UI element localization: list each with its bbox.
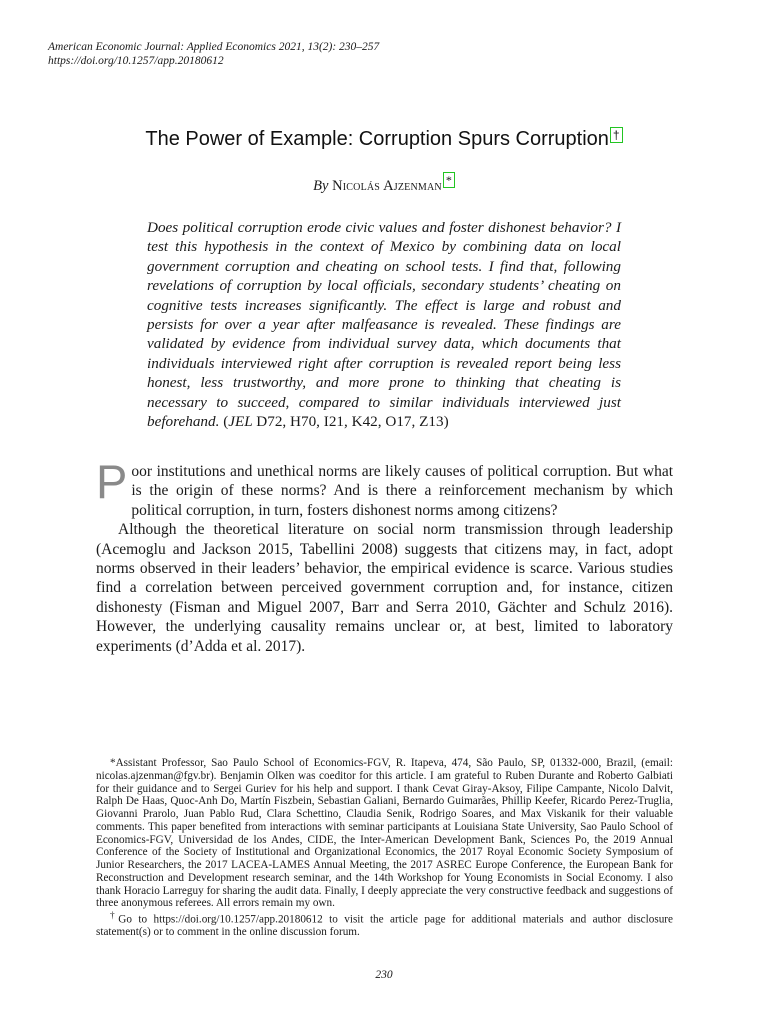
abstract-text: Does political corruption erode civic values and foster dishonest behavior? I test this hypothesis in the context of Mexico by combining data on local government corruption and cheating on school tests. I find that, following revelations of corruption by local officials, secondary students’ cheating on cognitive tests increases significantly. The effect is large and robust and persists for over a year after malfeasance is revealed. These findings are validated by evidence from individual survey data, which documents that individuals interviewed right after corruption is revealed report being less honest, less trustworthy, and more prone to thinking that cheating is necessary to succeed, compared to similar individuals interviewed just beforehand. — [147, 219, 621, 431]
author-footnote — [96, 757, 673, 910]
jel-label: JEL — [228, 413, 253, 431]
drop-cap: P — [96, 455, 128, 508]
journal-citation: American Economic Journal: Applied Economics 2021, 13(2): 230–257 — [48, 41, 380, 53]
jel-codes: D72, H70, I21, K42, O17, Z13) — [256, 413, 449, 431]
article-body — [96, 455, 673, 656]
byline-by: By — [313, 178, 329, 194]
article-title — [0, 127, 768, 151]
jel-open: ( — [223, 413, 229, 431]
title-footnote-mark: † — [110, 911, 119, 921]
journal-header — [48, 40, 379, 68]
page-number: 230 — [375, 969, 393, 981]
title-footnote — [96, 910, 673, 939]
title-footnote-link[interactable]: † — [610, 127, 623, 143]
author-footnote-mark: * — [110, 757, 116, 769]
body-paragraph-1 — [96, 455, 673, 520]
author-footnote-link[interactable]: * — [443, 172, 455, 188]
footnotes — [96, 757, 673, 939]
article-title-text: The Power of Example: Corruption Spurs Corruption — [145, 128, 609, 150]
author-name: Nicolás Ajzenman — [332, 178, 442, 194]
author-footnote-text: Assistant Professor, Sao Paulo School of Economics-FGV, R. Itapeva, 474, São Paulo, SP, 01332-000, Brazil, (email: nicolas.ajzenman@fgv.br). Benjamin Olken was coeditor for this article. I am grateful to Ruben Durante and Roberto Galbiati for their guidance and to Sergei Guriev for his help and support. I thank Cevat Giray-Aksoy, Filipe Campante, Nicolo Dalvit, Ralph De Haas, Quoc-Anh Do, Martín Fiszbein, Sebastian Galiani, Bernardo Guimarães, Phillip Keefer, Ricardo Perez-Truglia, Giovanni Prarolo, Juan Pablo Rud, Clara Schettino, Claudia Senik, Rodrigo Soares, and Max Viskanik for their valuable comments. This paper benefited from interactions with seminar participants at Louisiana State University, Sao Paulo School of Economics-FGV, Universidad de los Andes, CIDE, the Inter-American Development Bank, Sciences Po, the 2019 Annual Conference of the Society of Institutional and Organizational Economics, the 2017 Royal Economic Society Symposium of Junior Researchers, the 2017 LACEA-LAMES Annual Meeting, the 2017 ASREC Europe Conference, the European Bank for Reconstruction and Development research seminar, and the 14th Workshop for Young Economists in Social Economy. I also thank Horacio Larreguy for sharing the audit data. Finally, I deeply appreciate the very constructive feedback and suggestions of three anonymous referees. All errors remain my own. — [96, 757, 673, 910]
abstract — [147, 218, 621, 431]
body-paragraph-1-text: oor institutions and unethical norms are likely causes of political corruption. But what is the origin of these norms? And is there a reinforcement mechanism by which political corruption, in turn, fosters dishonest norms among citizens? — [131, 463, 673, 519]
title-footnote-text: Go to https://doi.org/10.1257/app.20180612 to visit the article page for additional materials and author disclosure statement(s) or to comment in the online discussion forum. — [96, 913, 673, 939]
body-paragraph-2: Although the theoretical literature on social norm transmission through leadership (Acemoglu and Jackson 2015, Tabellini 2008) suggests that citizens may, in fact, adopt norms observed in their leaders’ behavior, the empirical evidence is scarce. Various studies find a correlation between perceived government corruption and, for instance, citizen dishonesty (Fisman and Miguel 2007, Barr and Serra 2010, Gächter and Schulz 2016). However, the underlying causality remains unclear or, at best, limited to laboratory experiments (d’Adda et al. 2017). — [96, 521, 673, 655]
byline — [0, 172, 768, 195]
journal-doi-link[interactable]: https://doi.org/10.1257/app.20180612 — [48, 55, 224, 67]
